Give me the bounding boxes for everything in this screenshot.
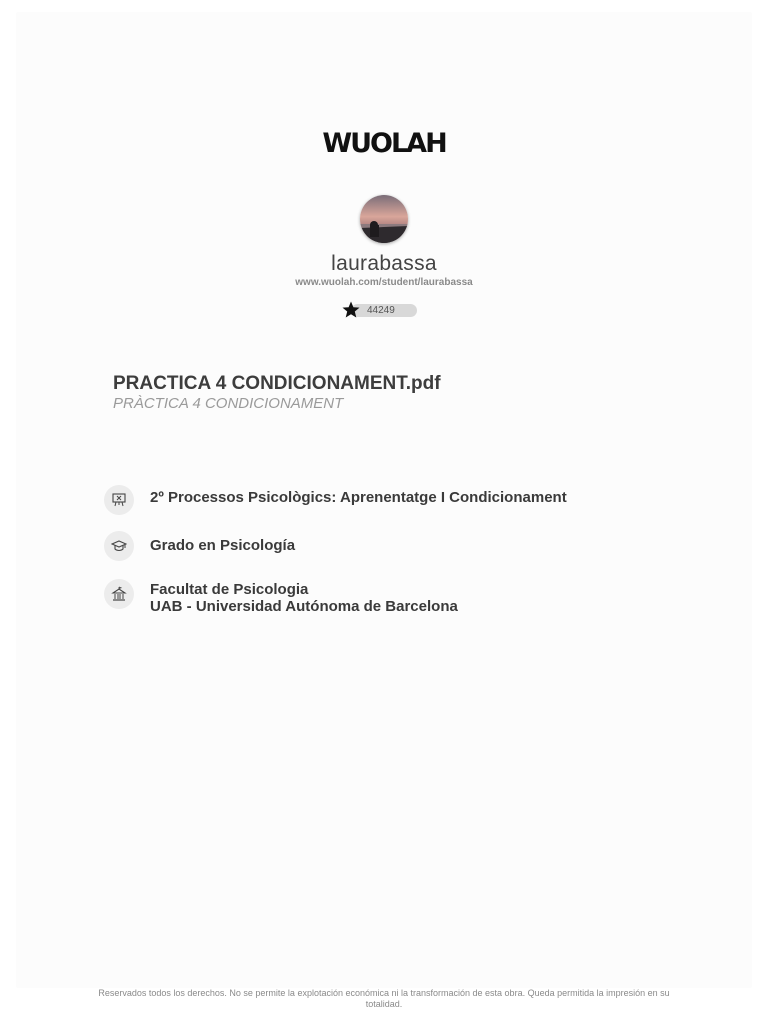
score-value: 44249: [367, 305, 395, 316]
university-building-icon: [104, 579, 134, 609]
username[interactable]: laurabassa: [331, 252, 437, 275]
copyright-line-1: Reservados todos los derechos. No se permite la explotación económica ni la transformación de esta obra. Queda permitida la impresión en su: [98, 988, 670, 998]
classroom-board-icon: [104, 485, 134, 515]
avatar-photo: [360, 195, 408, 243]
brand-logo[interactable]: WUOLAH: [322, 128, 446, 159]
document-subtitle: PRÀCTICA 4 CONDICIONAMENT: [113, 395, 344, 412]
profile-url[interactable]: www.wuolah.com/student/laurabassa: [295, 277, 473, 288]
university-label: UAB - Universidad Autónoma de Barcelona: [150, 598, 458, 615]
star-icon: [341, 300, 361, 320]
graduation-cap-icon: [104, 531, 134, 561]
score-badge: [341, 300, 419, 320]
document-title: PRACTICA 4 CONDICIONAMENT.pdf: [113, 373, 441, 394]
copyright-line-2: totalidad.: [365, 999, 403, 1009]
faculty-label: Facultat de Psicologia: [150, 581, 309, 598]
copyright-notice: [56, 988, 712, 1010]
subject-label: 2º Processos Psicològics: Aprenentatge I Condicionament: [150, 489, 567, 506]
user-avatar[interactable]: [360, 195, 408, 243]
degree-label: Grado en Psicología: [150, 537, 296, 554]
